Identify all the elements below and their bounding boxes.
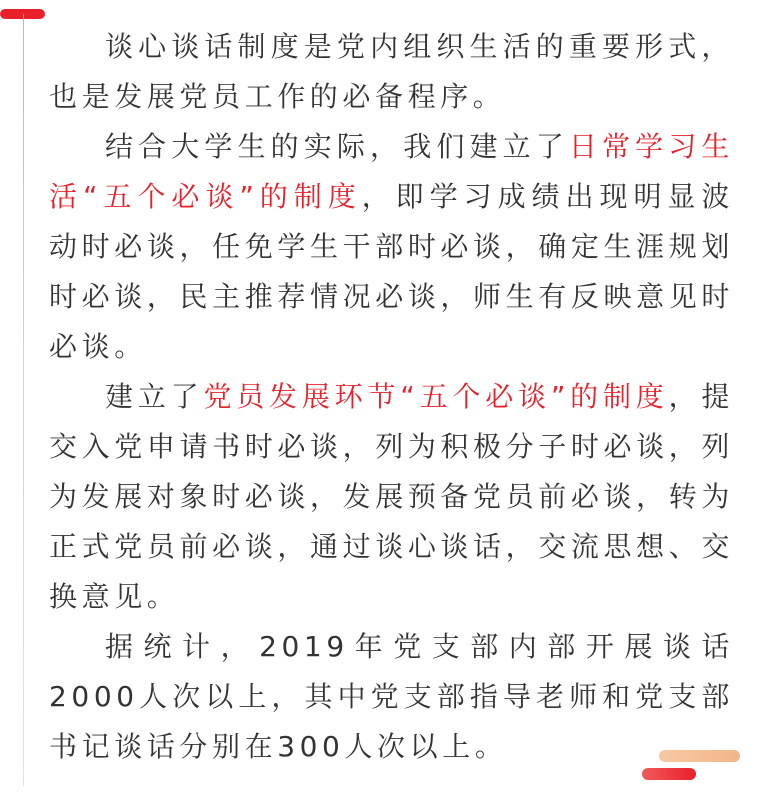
paragraph-talk-system: [49, 22, 734, 122]
paragraph-text: 据统计，2019年党支部内部开展谈话2000人次以上，其中党支部指导老师和党支部书记谈话分别在300人次以上。: [49, 630, 734, 763]
paragraph-statistics: [49, 622, 734, 772]
highlight-daily-study-system: 日常学习生活“五个必谈”的制度: [49, 130, 734, 213]
article-body: [49, 22, 734, 772]
paragraph-text-before: 结合大学生的实际，我们建立了: [105, 130, 569, 163]
paragraph-text-before: 建立了: [105, 380, 204, 413]
paragraph-daily-study: [49, 122, 734, 372]
paragraph-text: 谈心谈话制度是党内组织生活的重要形式，也是发展党员工作的必备程序。: [49, 30, 734, 113]
bottom-decorative-bar-orange: [659, 750, 740, 762]
paragraph-text-after: ，提交入党申请书时必谈，列为积极分子时必谈，列为发展对象时必谈，发展预备党员前必谈，转为正式党员前必谈，通过谈心谈话，交流思想、交换意见。: [49, 380, 735, 613]
bottom-decorative-bar-red: [642, 768, 696, 780]
left-vertical-rule: [23, 14, 24, 786]
highlight-member-development-system: 党员发展环节“五个必谈”的制度: [203, 380, 669, 413]
paragraph-text-after: ，即学习成绩出现明显波动时必谈，任免学生干部时必谈，确定生涯规划时必谈，民主推荐情况必谈，师生有反映意见时必谈。: [49, 180, 734, 363]
paragraph-member-development: [49, 372, 734, 622]
